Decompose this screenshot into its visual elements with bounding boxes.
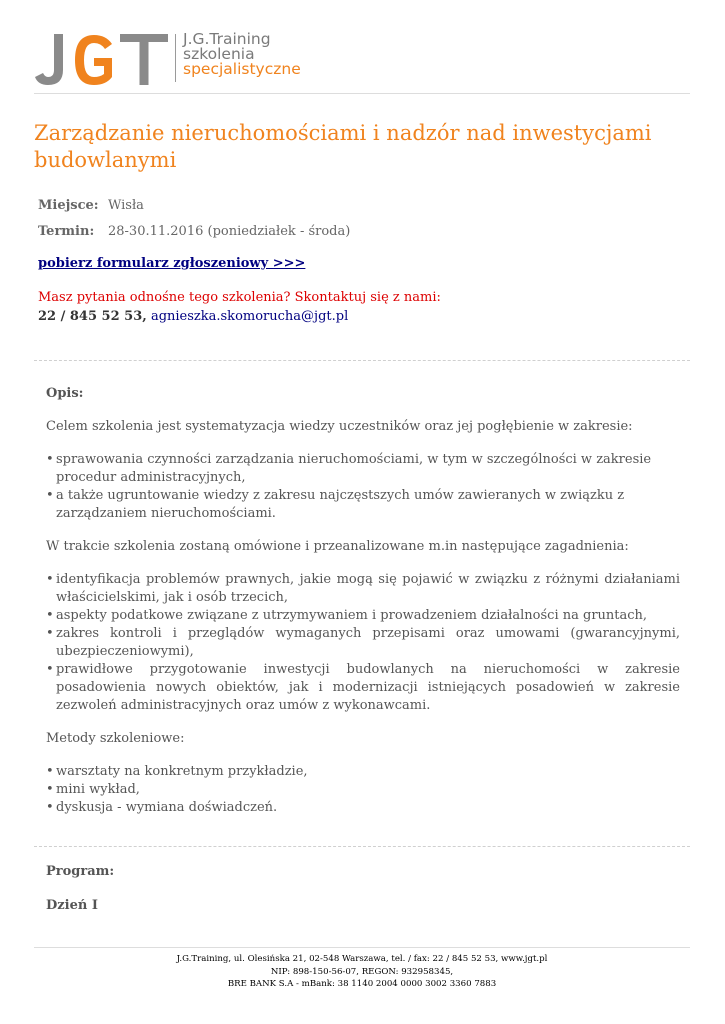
program-day: Dzień I — [46, 898, 98, 913]
methods-intro: Metody szkoleniowe: — [46, 731, 185, 746]
header — [34, 30, 690, 94]
jgt-logo[interactable] — [34, 30, 172, 88]
section-divider — [34, 846, 690, 847]
date-label: Termin: — [38, 223, 95, 239]
place-row — [38, 192, 350, 218]
brand-line-szkolenia: szkolenia — [183, 45, 255, 63]
contact-email-link[interactable]: agnieszka.skomorucha@jgt.pl — [150, 309, 349, 324]
place-value: Wisła — [108, 197, 144, 213]
description-intro: Celem szkolenia jest systematyzacja wiedzy uczestników oraz jej pogłębienie w zakresie: — [46, 419, 633, 434]
date-value: 28-30.11.2016 (poniedziałek - środa) — [108, 223, 351, 239]
list-item: • zakres kontroli i przeglądów wymaganych przepisami oraz umowami (gwarancyjnymi, ubezpieczeniowymi), — [46, 625, 680, 661]
program-section — [46, 863, 680, 915]
page-title: Zarządzanie nieruchomościami i nadzór nad inwestycjami budowlanymi — [34, 121, 652, 172]
list-item: • prawidłowe przygotowanie inwestycji budowlanych na nieruchomości w zakresie posadowienia nowych obiektów, jak i modernizacji istniejących posadowień w zakresie zezwoleń administracyjnych oraz umów z wykonawcami. — [46, 661, 680, 715]
date-row — [38, 218, 350, 244]
brand-name: J.G.Training — [183, 30, 271, 48]
footer-address: J.G.Training, ul. Olesińska 21, 02-548 Warszawa, tel. / fax: 22 / 845 52 53, www.jgt.pl — [176, 954, 548, 964]
list-item: • aspekty podatkowe związane z utrzymywaniem i prowadzeniem działalności na gruntach, — [46, 607, 680, 625]
methods-list — [46, 763, 680, 817]
list-item: • a także ugruntowanie wiedzy z zakresu najczęstszych umów zawieranych w związku z zarządzaniem nieruchomościami. — [46, 487, 680, 523]
footer-bank: BRE BANK S.A - mBank: 38 1140 2004 0000 3002 3360 7883 — [227, 979, 497, 989]
footer — [34, 953, 690, 991]
contact-question: Masz pytania odnośne tego szkolenia? Skontaktuj się z nami: — [38, 290, 441, 305]
list-item: • identyfikacja problemów prawnych, jakie mogą się pojawić w związku z różnymi działaniami właścicielskimi, jak i osób trzecich, — [46, 571, 680, 607]
header-divider — [34, 93, 690, 94]
contact-phone: 22 / 845 52 53, — [38, 309, 147, 324]
brand-line-specjalistyczne: specjalistyczne — [183, 60, 301, 78]
logo-tagline — [183, 32, 301, 77]
program-heading: Program: — [46, 864, 115, 879]
description-section — [46, 385, 680, 817]
scope-list — [46, 451, 680, 523]
registration-form-link[interactable]: pobierz formularz zgłoszeniowy >>> — [38, 256, 306, 271]
list-item: • warsztaty na konkretnym przykładzie, — [46, 763, 680, 781]
description-heading: Opis: — [46, 386, 84, 401]
topics-intro: W trakcie szkolenia zostaną omówione i przeanalizowane m.in następujące zagadnienia: — [46, 539, 629, 554]
footer-divider — [34, 947, 690, 948]
training-meta — [38, 192, 350, 244]
list-item: • mini wykład, — [46, 781, 680, 799]
footer-registration: NIP: 898-150-56-07, REGON: 932958345, — [270, 966, 454, 977]
logo-divider — [175, 34, 176, 82]
contact-block — [38, 288, 441, 326]
section-divider — [34, 360, 690, 361]
list-item: • sprawowania czynności zarządzania nieruchomościami, w tym w szczególności w zakresie procedur administracyjnych, — [46, 451, 680, 487]
topics-list — [46, 571, 680, 715]
place-label: Miejsce: — [38, 197, 99, 213]
list-item: • dyskusja - wymiana doświadczeń. — [46, 799, 680, 817]
